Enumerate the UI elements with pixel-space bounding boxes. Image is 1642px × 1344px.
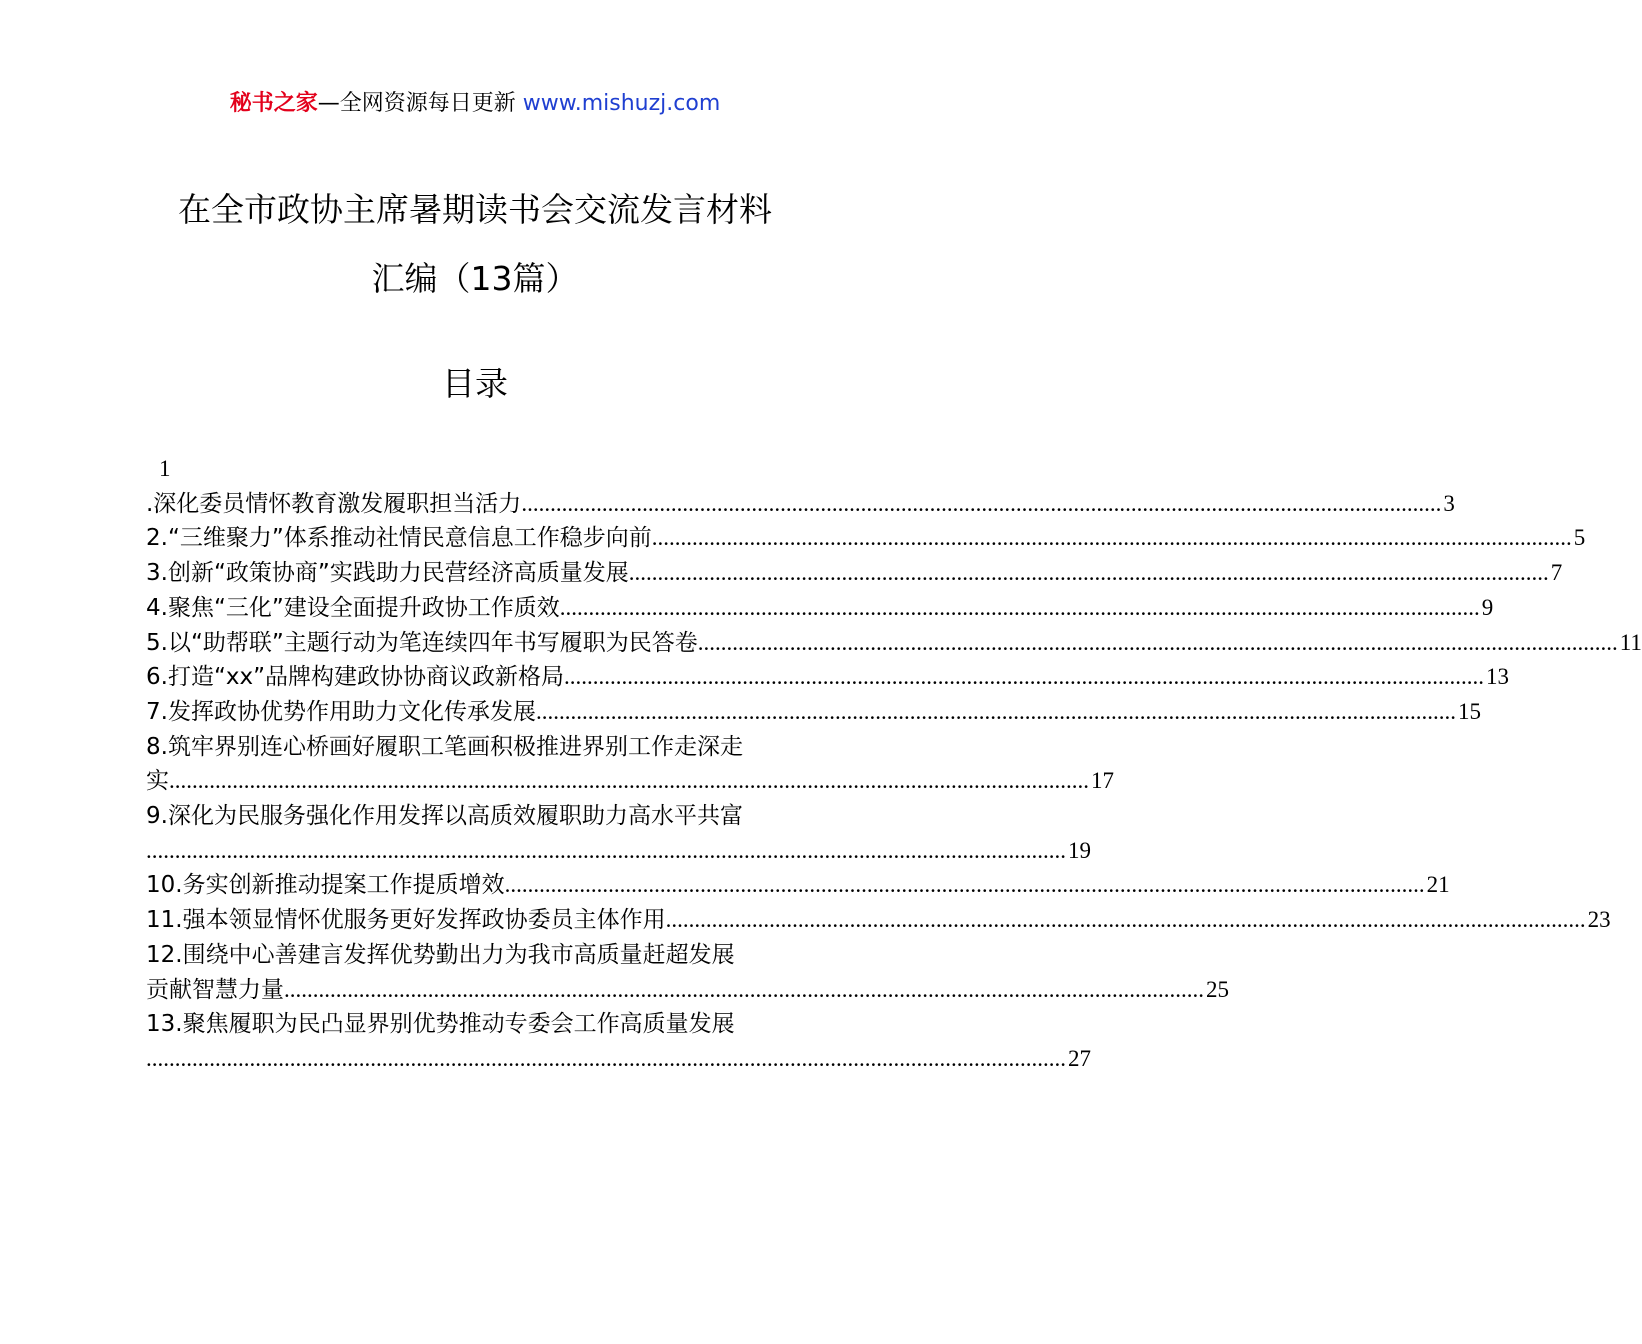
toc-page-number: 23 [1587, 907, 1611, 933]
document-title-line-1: 在全市政协主席暑期读书会交流发言材料 [178, 190, 772, 229]
toc-entry[interactable] [146, 487, 1455, 522]
toc-page-number: 3 [1443, 490, 1455, 516]
toc-entry[interactable] [146, 626, 1642, 661]
brand-name: 秘书之家 [229, 91, 318, 116]
toc-entry-title-continuation: 贡献智慧力量 [146, 976, 284, 1003]
toc-entry[interactable] [146, 903, 1611, 938]
toc-entry[interactable] [146, 730, 808, 765]
toc-page-number: 17 [1091, 768, 1114, 794]
toc-entry[interactable] [146, 660, 1509, 695]
toc-page-number: 21 [1426, 872, 1450, 898]
header-tagline: —全网资源每日更新 [317, 91, 516, 116]
toc-entry-continuation[interactable] [146, 973, 1229, 1008]
toc-dot-leader [666, 903, 1586, 938]
toc-heading: 目录 [442, 364, 508, 403]
toc-dot-leader [560, 591, 1480, 626]
toc-dot-leader [698, 626, 1618, 661]
toc-entry-title: 2.“三维聚力”体系推动社情民意信息工作稳步向前 [146, 525, 652, 552]
toc-entry-title: 4.聚焦“三化”建设全面提升政协工作质效 [146, 594, 560, 621]
toc-page-number: 5 [1573, 525, 1586, 551]
toc-entry[interactable] [146, 1007, 808, 1042]
toc-entry[interactable] [146, 591, 1494, 626]
toc-dot-leader [629, 556, 1549, 591]
site-header [0, 86, 950, 122]
toc-entry[interactable] [146, 938, 808, 973]
toc-entry-title: .深化委员情怀教育激发履职担当活力 [146, 490, 522, 517]
toc-entry[interactable] [146, 799, 808, 834]
toc-entry-title-continuation: 实 [146, 768, 169, 795]
toc-entry-title: 6.打造“xx”品牌构建政协协商议政新格局 [146, 664, 564, 691]
toc-dot-leader [169, 764, 1089, 799]
toc-dot-leader [564, 660, 1484, 695]
toc-page-number: 27 [1068, 1045, 1091, 1071]
toc-dot-leader [521, 487, 1441, 522]
toc-entry[interactable] [146, 695, 1481, 730]
toc-page-number: 19 [1068, 837, 1091, 863]
toc-page-number: 7 [1550, 560, 1563, 586]
toc-dot-leader [505, 868, 1425, 903]
toc-entry-title: 13.聚焦履职为民凸显界别优势推动专委会工作高质量发展 [146, 1011, 735, 1038]
toc-dot-leader [284, 973, 1204, 1008]
toc-page-number: 15 [1457, 698, 1481, 724]
toc-page-number: 9 [1481, 594, 1494, 620]
toc-entry-title: 7.发挥政协优势作用助力文化传承发展 [146, 698, 536, 725]
toc-first-number: 1 [159, 456, 171, 481]
toc-dot-leader [536, 695, 1456, 730]
site-url-link[interactable]: www.mishuzj.com [522, 91, 721, 116]
document-title-line-2: 汇编（13篇） [371, 259, 579, 298]
toc-first-number-row [146, 452, 808, 487]
toc-entry-title: 3.创新“政策协商”实践助力民营经济高质量发展 [146, 560, 629, 587]
table-of-contents [146, 452, 1642, 1077]
toc-entry-title: 8.筑牢界别连心桥画好履职工笔画积极推进界别工作走深走 [146, 733, 743, 760]
toc-page-number: 25 [1206, 976, 1229, 1002]
toc-entry-title: 11.强本领显情怀优服务更好发挥政协委员主体作用 [146, 907, 666, 934]
toc-entry-continuation[interactable] [146, 1042, 1091, 1077]
toc-entry-continuation[interactable] [146, 764, 1114, 799]
toc-entry-title: 10.务实创新推动提案工作提质增效 [146, 872, 505, 899]
toc-dot-leader [652, 521, 1572, 556]
toc-page-number: 11 [1619, 629, 1642, 655]
toc-entry[interactable] [146, 868, 1450, 903]
toc-entry-title: 9.深化为民服务强化作用发挥以高质效履职助力高水平共富 [146, 803, 743, 830]
toc-dot-leader [146, 1042, 1066, 1077]
toc-entry[interactable] [146, 556, 1563, 591]
toc-page-number: 13 [1486, 664, 1509, 690]
toc-entry-continuation[interactable] [146, 834, 1091, 869]
toc-entry-title: 5.以“助帮联”主题行动为笔连续四年书写履职为民答卷 [146, 629, 698, 656]
toc-entry[interactable] [146, 521, 1586, 556]
toc-entry-title: 12.围绕中心善建言发挥优势勤出力为我市高质量赶超发展 [146, 941, 735, 968]
toc-dot-leader [146, 834, 1066, 869]
toc-entries [146, 487, 1642, 1077]
